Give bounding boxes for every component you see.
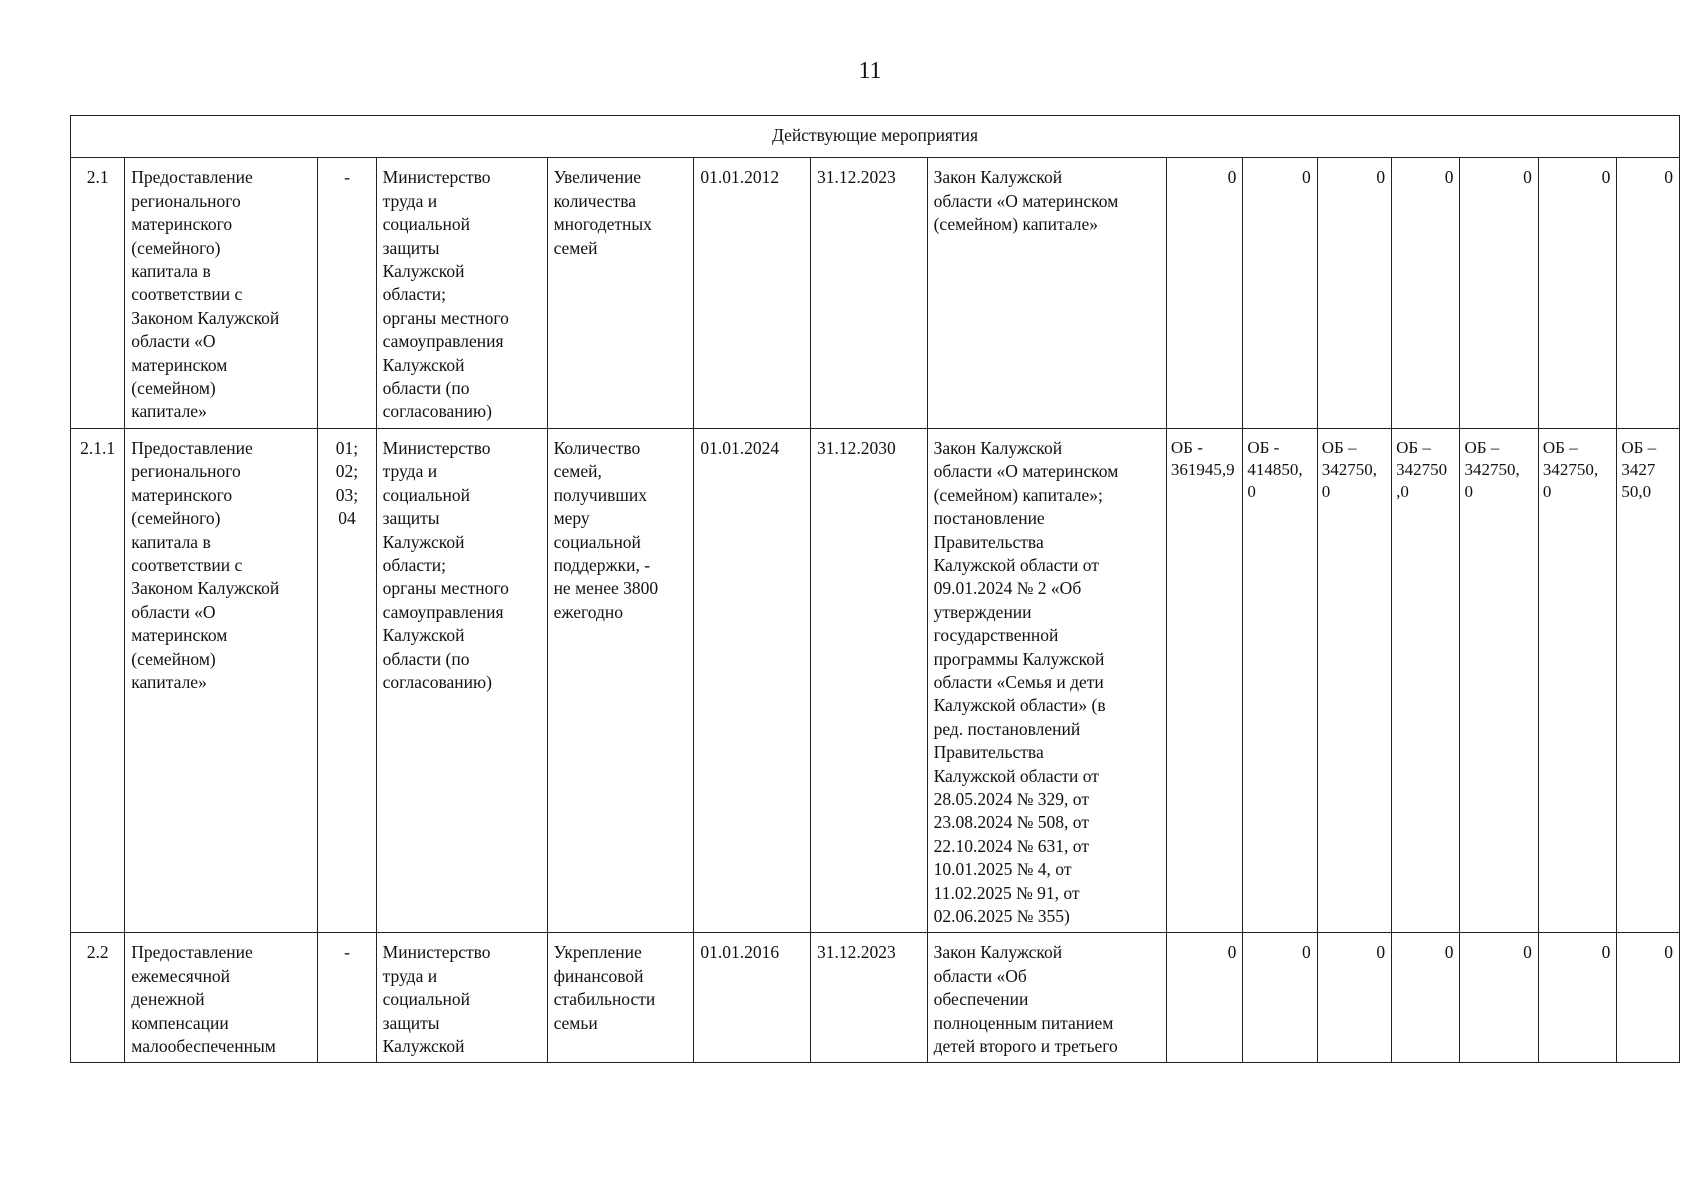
funding-value-line: 342750, [1321,459,1377,479]
end-date: 31.12.2030 [810,428,927,933]
funding-value-line: 0 [1247,481,1256,501]
funding-value-line: 342750, [1542,459,1599,479]
section-header-row [71,116,1680,158]
legal-basis-line: 09.01.2024 № 2 «Об [933,578,1082,599]
funding-value-line: 342750 [1396,459,1448,479]
expected-result [547,158,694,428]
measure-name-line: соответствии с [131,284,243,305]
measure-name-line: материнском [131,625,228,646]
measure-name-line: области «О [131,331,216,352]
measure-name-line: капитала в [131,261,211,282]
responsible-executor-line: Министерство [382,167,491,188]
legal-basis-line: Правительства [933,531,1044,552]
measure-name-line: (семейном) [131,378,216,399]
responsible-executor-line: Калужской [382,1036,465,1057]
funding-value-line: 0 [1664,167,1673,188]
responsible-executor-line: самоуправления [382,601,504,622]
responsible-executor-line: защиты [382,237,440,258]
measure-name-line: Предоставление [131,942,253,963]
measure-name-line: материнского [131,484,233,505]
responsible-executor-line: социальной [382,214,471,235]
expected-result-line: Количество [553,437,641,458]
funding-value [1392,933,1460,1063]
expected-result-line: социальной [553,531,641,552]
legal-basis-line: Правительства [933,742,1044,763]
measure-name-line: материнском [131,354,228,375]
legal-basis-line: (семейном) капитале» [933,214,1098,235]
legal-basis-line: 10.01.2025 № 4, от [933,859,1072,880]
funding-value [1460,428,1538,933]
legal-basis-line: Закон Калужской [933,437,1063,458]
responsible-executor-line: Министерство [382,942,491,963]
measure-code-line: - [344,167,350,188]
legal-basis [927,933,1166,1063]
funding-value [1392,158,1460,428]
legal-basis-line: программы Калужской [933,648,1105,669]
funding-value-line: 0 [1464,481,1473,501]
measure-name-line: (семейного) [131,237,221,258]
responsible-executor-line: органы местного [382,307,509,328]
legal-basis-line: Калужской области» (в [933,695,1106,716]
measure-name-line: малообеспеченным [131,1036,276,1057]
funding-value-line: 0 [1444,167,1454,188]
row-index: 2.1 [71,158,125,428]
measure-name-line: капитала в [131,531,211,552]
funding-value [1460,158,1538,428]
responsible-executor-line: области (по [382,648,470,669]
funding-value [1617,428,1680,933]
funding-value-line: 0 [1227,167,1237,188]
row-index: 2.2 [71,933,125,1063]
legal-basis [927,158,1166,428]
legal-basis [927,428,1166,933]
responsible-executor-line: социальной [382,989,471,1010]
responsible-executor-line: области; [382,554,447,575]
responsible-executor-line: Министерство [382,437,491,458]
funding-value-line: ОБ – [1464,437,1500,457]
funding-value [1166,428,1242,933]
funding-value-line: ОБ - [1170,437,1203,457]
measure-name-line: Предоставление [131,437,253,458]
funding-value-line: ОБ - [1247,437,1280,457]
measure-code-line: 03; [335,484,359,505]
responsible-executor-line: защиты [382,1012,440,1033]
measure-code-line: 04 [338,508,356,529]
funding-value-line: 0 [1321,481,1331,501]
expected-result-line: поддержки, - [553,554,651,575]
responsible-executor-line: труда и [382,190,438,211]
funding-value [1538,933,1616,1063]
measure-name [125,158,318,428]
funding-value-line: ОБ – [1321,437,1357,457]
funding-value-line: 0 [1301,167,1311,188]
legal-basis-line: государственной [933,625,1059,646]
end-date: 31.12.2023 [810,158,927,428]
responsible-executor-line: труда и [382,965,438,986]
responsible-executor-line: области; [382,284,447,305]
legal-basis-line: Калужской области от [933,765,1099,786]
measure-name-line: ежемесячной [131,965,231,986]
measure-code-line: 02; [335,461,359,482]
expected-result-line: финансовой [553,965,644,986]
expected-result-line: меру [553,508,590,529]
funding-value [1243,933,1317,1063]
table-row [71,158,1680,428]
legal-basis-line: области «О материнском [933,190,1119,211]
responsible-executor-line: Калужской [382,625,465,646]
measure-name-line: соответствии с [131,554,243,575]
measure-name-line: (семейном) [131,648,216,669]
funding-value [1617,158,1680,428]
measure-name-line: капитале» [131,671,207,692]
responsible-executor-line: согласованию) [382,401,492,422]
table-row [71,428,1680,933]
measure-name-line: области «О [131,601,216,622]
legal-basis-line: области «Об [933,965,1027,986]
legal-basis-line: полноценным питанием [933,1012,1114,1033]
funding-value [1317,933,1391,1063]
legal-basis-line: (семейном) капитале»; [933,484,1103,505]
responsible-executor-line: области (по [382,378,470,399]
funding-value-line: 0 [1227,942,1237,963]
measure-name-line: компенсации [131,1012,229,1033]
expected-result-line: ежегодно [553,601,623,622]
measure-code-line: - [344,942,350,963]
legal-basis-line: области «О материнском [933,461,1119,482]
measure-name-line: (семейного) [131,508,221,529]
measure-name [125,428,318,933]
legal-basis-line: ред. постановлений [933,718,1081,739]
measure-code [318,158,376,428]
expected-result-line: Увеличение [553,167,642,188]
funding-value-line: ,0 [1396,481,1409,501]
table-row [71,933,1680,1063]
funding-value [1392,428,1460,933]
legal-basis-line: Калужской области от [933,554,1099,575]
expected-result-line: Укрепление [553,942,642,963]
row-index: 2.1.1 [71,428,125,933]
funding-value [1243,158,1317,428]
funding-value [1166,158,1242,428]
funding-value-line: 0 [1301,942,1311,963]
responsible-executor [376,158,547,428]
expected-result-line: не менее 3800 [553,578,659,599]
funding-value-line: 0 [1376,942,1386,963]
legal-basis-line: 28.05.2024 № 329, от [933,788,1089,809]
measure-name-line: регионального [131,190,241,211]
measure-code [318,933,376,1063]
measure-code [318,428,376,933]
start-date: 01.01.2024 [694,428,811,933]
responsible-executor-line: труда и [382,461,438,482]
funding-value-line: 0 [1664,942,1673,963]
legal-basis-line: Закон Калужской [933,942,1063,963]
legal-basis-line: области «Семья и дети [933,671,1104,692]
responsible-executor-line: Калужской [382,531,465,552]
measures-table [70,115,1680,1063]
responsible-executor-line: социальной [382,484,471,505]
funding-value-line: 0 [1376,167,1386,188]
legal-basis-line: детей второго и третьего [933,1036,1118,1057]
legal-basis-line: 11.02.2025 № 91, от [933,882,1080,903]
funding-value [1243,428,1317,933]
measure-name-line: денежной [131,989,205,1010]
funding-value-line: 0 [1523,942,1532,963]
expected-result-line: семей, [553,461,602,482]
expected-result-line: количества [553,190,637,211]
responsible-executor-line: Калужской [382,354,465,375]
funding-value [1317,158,1391,428]
legal-basis-line: 22.10.2024 № 631, от [933,835,1089,856]
legal-basis-line: 23.08.2024 № 508, от [933,812,1089,833]
responsible-executor-line: Калужской [382,261,465,282]
responsible-executor-line: согласованию) [382,671,492,692]
funding-value-line: 3427 [1621,459,1656,479]
funding-value [1460,933,1538,1063]
measure-name-line: Предоставление [131,167,253,188]
funding-value-line: ОБ – [1542,437,1578,457]
legal-basis-line: 02.06.2025 № 355) [933,906,1070,926]
measure-name-line: Законом Калужской [131,307,280,328]
expected-result [547,428,694,933]
funding-value-line: 342750, [1464,459,1520,479]
funding-value [1538,158,1616,428]
funding-value-line: 0 [1542,481,1552,501]
legal-basis-line: обеспечении [933,989,1029,1010]
expected-result [547,933,694,1063]
funding-value-line: ОБ – [1621,437,1657,457]
expected-result-line: получивших [553,484,647,505]
start-date: 01.01.2016 [694,933,811,1063]
end-date: 31.12.2023 [810,933,927,1063]
measure-name [125,933,318,1063]
responsible-executor-line: защиты [382,508,440,529]
funding-value-line: 414850, [1247,459,1303,479]
measure-code-line: 01; [335,437,359,458]
measure-name-line: материнского [131,214,233,235]
funding-value-line: 0 [1601,942,1611,963]
responsible-executor [376,933,547,1063]
legal-basis-line: утверждении [933,601,1032,622]
funding-value [1617,933,1680,1063]
legal-basis-line: постановление [933,508,1045,529]
measure-name-line: Законом Калужской [131,578,280,599]
funding-value-line: ОБ – [1396,437,1431,457]
funding-value-line: 0 [1523,167,1532,188]
funding-value [1166,933,1242,1063]
expected-result-line: многодетных [553,214,652,235]
page-number: 11 [858,58,882,84]
section-header: Действующие мероприятия [71,116,1680,158]
measure-name-line: капитале» [131,401,207,422]
expected-result-line: стабильности [553,989,656,1010]
expected-result-line: семей [553,237,598,258]
legal-basis-line: Закон Калужской [933,167,1063,188]
funding-value-line: 50,0 [1621,481,1652,501]
funding-value [1538,428,1616,933]
measure-name-line: регионального [131,461,241,482]
funding-value [1317,428,1391,933]
funding-value-line: 361945,9 [1170,459,1235,479]
funding-value-line: 0 [1601,167,1611,188]
responsible-executor-line: органы местного [382,578,509,599]
expected-result-line: семьи [553,1012,598,1033]
responsible-executor-line: самоуправления [382,331,504,352]
start-date: 01.01.2012 [694,158,811,428]
funding-value-line: 0 [1444,942,1454,963]
responsible-executor [376,428,547,933]
